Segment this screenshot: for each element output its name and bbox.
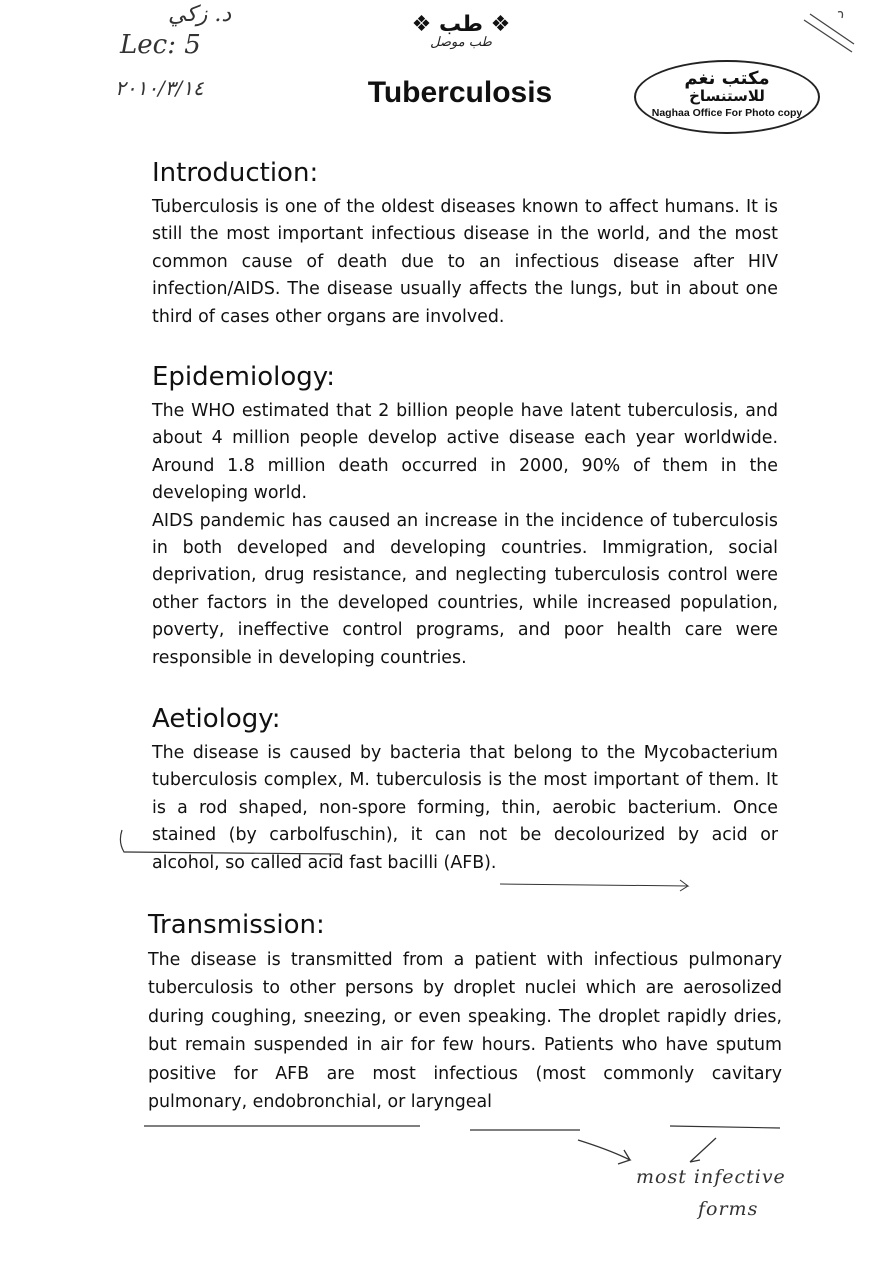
margin-note-line-1: most infective bbox=[636, 1166, 786, 1188]
handwritten-lecture-number: Lec: 5 bbox=[120, 30, 201, 60]
margin-note-line-2: forms bbox=[698, 1198, 759, 1220]
section-heading: Introduction: bbox=[152, 158, 319, 188]
logo-title: ❖ طب ❖ bbox=[411, 12, 511, 37]
section-paragraph-2: AIDS pandemic has caused an increase in the incidence of tuberculosis in both developed and developing countries. Immigration, social deprivation, drug resistance, and neglecting tuberculosis control were other factors in the developed countries, while increased population, poverty, ineffective control programs, and poor health care were responsible in developing countries. bbox=[152, 510, 778, 668]
section-text: Tuberculosis is one of the oldest diseases known to affect humans. It is still the most important infectious disease in the world, and the most common cause of death due to an infectious disease after HIV infection/AIDS. The disease usually affects the lungs, but in about one third of cases other organs are involved. bbox=[152, 197, 778, 327]
section-heading: Transmission: bbox=[148, 910, 325, 940]
handwritten-author: د. زكي bbox=[168, 2, 232, 27]
stamp-line-2: للاستنساخ bbox=[689, 87, 765, 105]
stamp-line-1: مكتب نغم bbox=[684, 68, 770, 89]
logo-subtitle: طب موصل bbox=[430, 35, 492, 50]
page-title: Tuberculosis bbox=[367, 76, 553, 109]
section-text: The disease is caused by bacteria that belong to the Mycobacterium tuberculosis complex, M. tuberculosis is the most important of them. It is a rod shaped, non-spore forming, thin, aerobic bacterium. Once stained (by carbolfuschin), it can not be decolourized by acid or alcohol, so called acid fast bacilli (AFB). bbox=[152, 743, 778, 873]
handwritten-date: ٢٠١٠/٣/١٤ bbox=[115, 76, 204, 100]
section-text: The disease is transmitted from a patient with infectious pulmonary tuberculosis to other persons by droplet nuclei which are aerosolized during coughing, sneezing, or even speaking. The droplet rapidly dries, but remain suspended in air for few hours. Patients who have sputum positive for AFB are most infectious (most commonly cavitary pulmonary, endobronchial, or laryngeal bbox=[148, 950, 782, 1113]
section-heading: Epidemiology: bbox=[152, 362, 336, 392]
stamp-line-3: Naghaa Office For Photo copy bbox=[651, 107, 803, 119]
section-paragraph-1: The WHO estimated that 2 billion people have latent tuberculosis, and about 4 million people develop active disease each year worldwide. Around 1.8 million death occurred in 2000, 90% of them in the developing world. bbox=[152, 401, 778, 504]
section-heading: Aetiology: bbox=[152, 704, 281, 734]
